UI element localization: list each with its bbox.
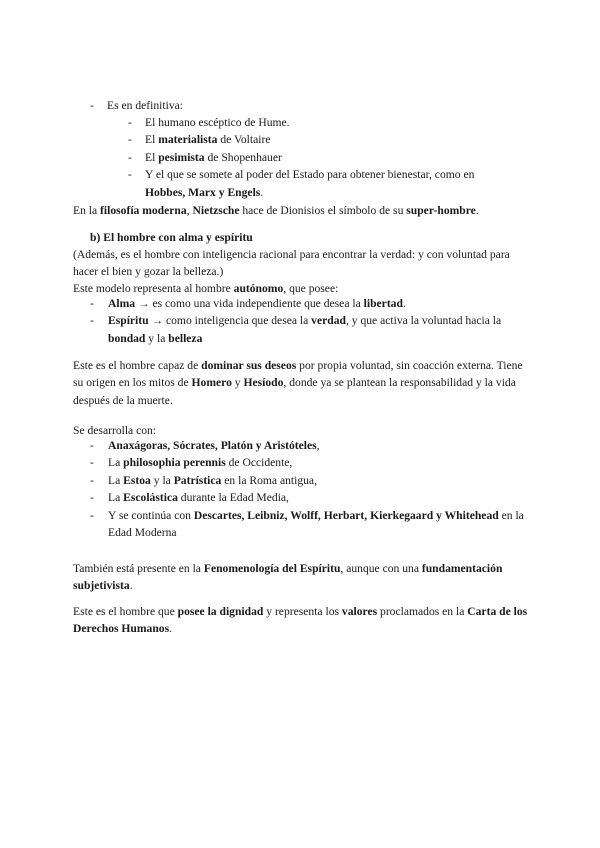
text-run: Y se continúa con	[108, 508, 194, 522]
bold-run: materialista	[158, 133, 218, 147]
list-item	[128, 149, 508, 166]
list-item-text: Es en definitiva:	[107, 99, 183, 112]
dash-bullet: -	[128, 133, 132, 147]
dash-bullet: -	[90, 473, 94, 487]
bold-run: Hobbes, Marx y Engels	[145, 185, 261, 199]
text-run: , aunque con una	[340, 562, 422, 575]
text-run: de Voltaire	[217, 133, 271, 147]
text-run: , que posee:	[283, 282, 339, 295]
list-es-en-definitiva	[90, 97, 510, 114]
dash-bullet: -	[128, 168, 132, 182]
text-run: y la	[150, 473, 174, 487]
bold-run: Alma	[108, 297, 136, 310]
bold-run: super-hombre	[406, 204, 476, 217]
dash-bullet: -	[90, 508, 94, 522]
bold-run: belleza	[168, 331, 203, 345]
bold-run: libertad	[363, 297, 403, 310]
text-run: La	[108, 491, 124, 505]
bold-run: Escolástica	[123, 491, 178, 505]
text-run: proclamados en la	[377, 605, 468, 618]
text-run: .	[402, 297, 406, 310]
text-run: El	[145, 150, 159, 164]
text-run: durante la Edad Media,	[177, 491, 289, 505]
list-item	[90, 454, 530, 471]
dash-bullet: -	[90, 99, 94, 112]
text-run: y la	[145, 331, 169, 345]
bold-run: Homero	[191, 376, 232, 390]
list-item	[90, 97, 510, 114]
paragraph-dignidad	[73, 603, 528, 638]
text-run: , donde ya se plantean la responsabilidad y la vida después de la muerte.	[73, 376, 516, 407]
text-run: ,	[316, 439, 320, 452]
paragraph-filosofia-moderna	[73, 202, 528, 219]
text-run: También está presente en la	[73, 562, 204, 575]
dash-bullet: -	[90, 491, 94, 505]
dash-bullet: -	[90, 297, 94, 310]
list-posee	[90, 295, 522, 347]
bold-run: Hesíodo	[243, 376, 284, 390]
text-run: de Occidente,	[225, 456, 293, 470]
dash-bullet: -	[90, 314, 94, 328]
dash-bullet: -	[90, 456, 94, 470]
bold-run: Descartes, Leibniz, Wolff, Herbart, Kierkegaard y Whitehead	[193, 508, 499, 522]
text-run: .	[475, 204, 479, 217]
dash-bullet: -	[128, 116, 132, 129]
paragraph-fenomenologia	[73, 560, 528, 595]
text-run: hace de Dionisios el símbolo de su	[239, 204, 407, 217]
bold-run: Espíritu	[108, 314, 149, 328]
text-run: Este modelo representa al hombre	[73, 282, 234, 295]
bold-run: fundamentación subjetivista	[73, 562, 503, 593]
bold-run: Fenomenología del Espíritu	[203, 562, 341, 575]
list-item-espiritu	[90, 312, 522, 347]
bold-run: posee la dignidad	[177, 605, 264, 618]
list-item	[128, 166, 508, 201]
bold-run: bondad	[108, 331, 146, 345]
text-run: y	[231, 376, 244, 390]
section-heading-b: b) El hombre con alma y espíritu	[90, 231, 253, 244]
list-item	[90, 472, 530, 489]
text-run: → es como una vida independiente que desea la	[135, 297, 364, 310]
bold-run: Carta de los Derechos Humanos	[73, 605, 528, 636]
bold-run: Patrística	[173, 473, 222, 487]
text-run: en la Roma antigua,	[221, 473, 317, 487]
text-run: de Shopenhauer	[204, 150, 282, 164]
list-desarrolla	[90, 437, 530, 541]
paragraph-se-desarrolla: Se desarrolla con:	[73, 424, 157, 437]
list-item	[128, 131, 508, 148]
list-item-alma	[90, 295, 522, 312]
text-run: .	[260, 185, 264, 199]
dash-bullet: -	[90, 439, 94, 452]
bold-run: Estoa	[123, 473, 151, 487]
text-run: En la	[73, 204, 101, 217]
list-item-text: El humano escéptico de Hume.	[145, 116, 290, 129]
list-item	[90, 489, 530, 506]
paragraph-ademas: (Además, es el hombre con inteligencia racional para encontrar la verdad: y con voluntad para hacer el bien y gozar la belleza.)	[73, 248, 510, 279]
bold-run: valores	[341, 605, 378, 618]
text-run: y representa los	[263, 605, 342, 618]
text-run: .	[129, 579, 133, 593]
bold-run: autónomo	[233, 282, 284, 295]
text-run: Este es el hombre que	[73, 605, 178, 618]
dash-bullet: -	[128, 150, 132, 164]
sublist-hombres	[128, 114, 508, 201]
text-run: Este es el hombre capaz de	[73, 359, 202, 372]
bold-run: Anaxágoras, Sócrates, Platón y Aristóteles	[108, 439, 317, 452]
paragraph-hombre-capaz	[73, 357, 528, 409]
text-run: El	[145, 133, 159, 147]
bold-run: verdad	[311, 314, 346, 328]
text-run: La	[108, 473, 124, 487]
text-run: por propia voluntad, sin coacción externa. Tiene su origen en los mitos de	[73, 359, 523, 390]
text-run: .	[169, 622, 172, 636]
text-run: La	[108, 456, 124, 470]
list-item	[90, 437, 530, 454]
text-run: → como inteligencia que desea la	[148, 314, 312, 328]
bold-run: pesimista	[158, 150, 205, 164]
text-run: Y el que se somete al poder del Estado para obtener bienestar, como en	[145, 168, 475, 182]
list-item	[128, 114, 508, 131]
text-run: ,	[186, 204, 193, 217]
text-run: , y que activa la voluntad hacia la	[345, 314, 502, 328]
bold-run: philosophia perennis	[123, 456, 226, 470]
list-item	[90, 507, 530, 542]
text-run: en la Edad Moderna	[108, 508, 524, 540]
bold-run: dominar sus deseos	[201, 359, 297, 372]
bold-run: Nietzsche	[192, 204, 240, 217]
bold-run: filosofía moderna	[100, 204, 187, 217]
